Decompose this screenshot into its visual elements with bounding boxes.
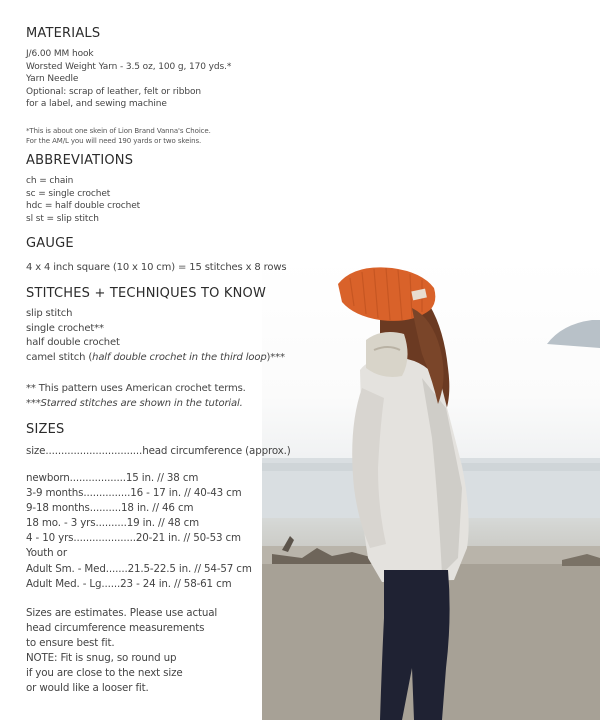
sizes-table: [26, 471, 252, 592]
abbreviation-item: hdc = half double crochet: [26, 201, 141, 212]
gauge-heading: GAUGE: [26, 236, 74, 251]
beach-photo: [262, 258, 600, 720]
sizes-header-left: size...............................: [26, 445, 143, 457]
sizes-notes: [26, 606, 217, 697]
size-row: Adult Med. - Lg......23 - 24 in. // 58-61 cm: [26, 577, 232, 590]
stitches-list: [26, 307, 285, 365]
size-row: 18 mo. - 3 yrs..........19 in. // 48 cm: [26, 517, 200, 530]
sizes-header: [26, 444, 291, 459]
stitch-item: half double crochet: [26, 337, 120, 349]
materials-item: Optional: scrap of leather, felt or ribbon: [26, 86, 201, 97]
sizes-note: to ensure best fit.: [26, 637, 115, 650]
abbreviation-item: sl st = slip stitch: [26, 213, 99, 224]
sizes-note: Sizes are estimates. Please use actual: [26, 607, 218, 619]
sizes-heading: SIZES: [26, 422, 65, 437]
size-row: Adult Sm. - Med.......21.5-22.5 in. // 54-57 cm: [26, 562, 252, 575]
size-row: Youth or: [26, 547, 67, 560]
footnote-line: *This is about one skein of Lion Brand Vanna's Choice.: [26, 127, 211, 135]
sizes-note: if you are close to the next size: [26, 667, 183, 680]
size-row: 4 - 10 yrs....................20-21 in. // 50-53 cm: [26, 532, 241, 545]
materials-item: Worsted Weight Yarn - 3.5 oz, 100 g, 170 yds.*: [26, 61, 232, 72]
footnote-line: For the AM/L you will need 190 yards or two skeins.: [26, 137, 202, 145]
stitches-heading: STITCHES + TECHNIQUES TO KNOW: [26, 286, 267, 301]
stitch-item: slip stitch: [26, 308, 73, 319]
stitch-item-camel: camel stitch (half double crochet in the third loop)***: [26, 351, 285, 363]
sizes-note: head circumference measurements: [26, 622, 205, 635]
materials-item: J/6.00 MM hook: [26, 49, 94, 59]
sizes-header-right: head circumference (approx.): [142, 445, 291, 457]
abbreviations-list: [26, 175, 140, 225]
size-row: newborn..................15 in. // 38 cm: [26, 472, 199, 484]
stitch-item: single crochet**: [26, 322, 104, 334]
sizes-note: or would like a looser fit.: [26, 682, 149, 695]
size-row: 3-9 months...............16 - 17 in. // 40-43 cm: [26, 487, 242, 500]
abbreviation-item: ch = chain: [26, 176, 74, 186]
materials-heading: MATERIALS: [26, 26, 101, 41]
abbreviation-item: sc = single crochet: [26, 188, 111, 199]
size-row: 9-18 months..........18 in. // 46 cm: [26, 502, 194, 515]
gauge-text: 4 x 4 inch square (10 x 10 cm) = 15 stitches x 8 rows: [26, 262, 287, 273]
sizes-note: NOTE: Fit is snug, so round up: [26, 652, 177, 665]
materials-footnote: [26, 126, 211, 146]
materials-list: [26, 48, 231, 111]
stitch-note: ** This pattern uses American crochet terms.: [26, 383, 246, 394]
materials-item: Yarn Needle: [26, 74, 79, 85]
materials-item: for a label, and sewing machine: [26, 99, 167, 110]
abbreviations-heading: ABBREVIATIONS: [26, 153, 134, 168]
stitches-notes: [26, 382, 246, 411]
stitch-note: ***Starred stitches are shown in the tutorial.: [26, 397, 243, 409]
